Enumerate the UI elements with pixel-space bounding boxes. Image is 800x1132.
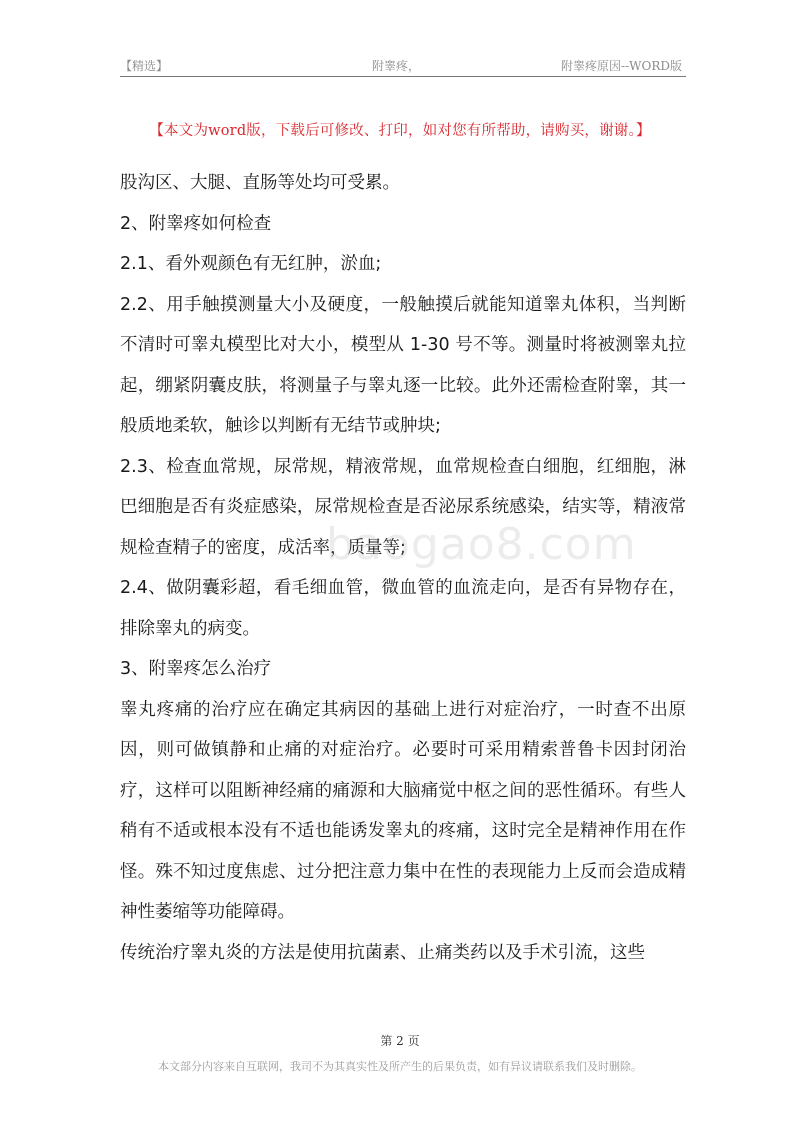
paragraph: 2.2、用手触摸测量大小及硬度，一般触摸后就能知道睾丸体积，当判断不清时可睾丸模型比对大小，模型从 1-30 号不等。测量时将被测睾丸拉起，绷紧阴囊皮肤，将测量子与睾丸逐一比较。此外还需检查附睾，其一般质地柔软，触诊以判断有无结节或肿块; [120, 294, 686, 436]
document-body [120, 163, 686, 973]
header-center-title: 附睾疼， [372, 59, 421, 73]
watermark: baogao8.com [326, 519, 637, 570]
page-number: 第 2 页 [380, 1034, 420, 1048]
section-heading: 3、附睾疼怎么治疗 [120, 659, 272, 679]
paragraph: 2.4、做阴囊彩超，看毛细血管，微血管的血流走向，是否有异物存在，排除睾丸的病变。 [120, 578, 686, 639]
section-heading: 2、附睾疼如何检查 [120, 213, 272, 234]
disclaimer-footer: 本文部分内容来自互联网，我司不为其真实性及所产生的后果负责，如有异议请联系我们及时删除。 [158, 1060, 642, 1073]
paragraph: 股沟区、大腿、直肠等处均可受累。 [120, 173, 400, 193]
page-header [120, 54, 686, 77]
paragraph: 睾丸疼痛的治疗应在确定其病因的基础上进行对症治疗，一时查不出原因，则可做镇静和止痛的对症治疗。必要时可采用精索普鲁卡因封闭治疗，这样可以阻断神经痛的痛源和大脑痛觉中枢之间的恶性循环。有些人稍有不适或根本没有不适也能诱发睾丸的疼痛，这时完全是精神作用在作怪。殊不知过度焦虑、过分把注意力集中在性的表现能力上反而会造成精神性萎缩等功能障碍。 [120, 699, 686, 922]
header-right-title: 附睾疼原因--WORD版 [561, 59, 682, 73]
paragraph: 2.1、看外观颜色有无红肿，淤血; [120, 254, 382, 274]
header-left-label: 【精选】 [120, 59, 169, 73]
paragraph: 2.3、检查血常规，尿常规，精液常规，血常规检查白细胞，红细胞，淋巴细胞是否有炎症感染，尿常规检查是否泌尿系统感染，结实等，精液常规检查精子的密度，成活率，质量等; [120, 456, 686, 558]
purchase-notice: 【本文为word版，下载后可修改、打印，如对您有所帮助，请购买，谢谢。】 [149, 123, 651, 139]
paragraph: 传统治疗睾丸炎的方法是使用抗菌素、止痛类药以及手术引流，这些 [120, 942, 645, 963]
